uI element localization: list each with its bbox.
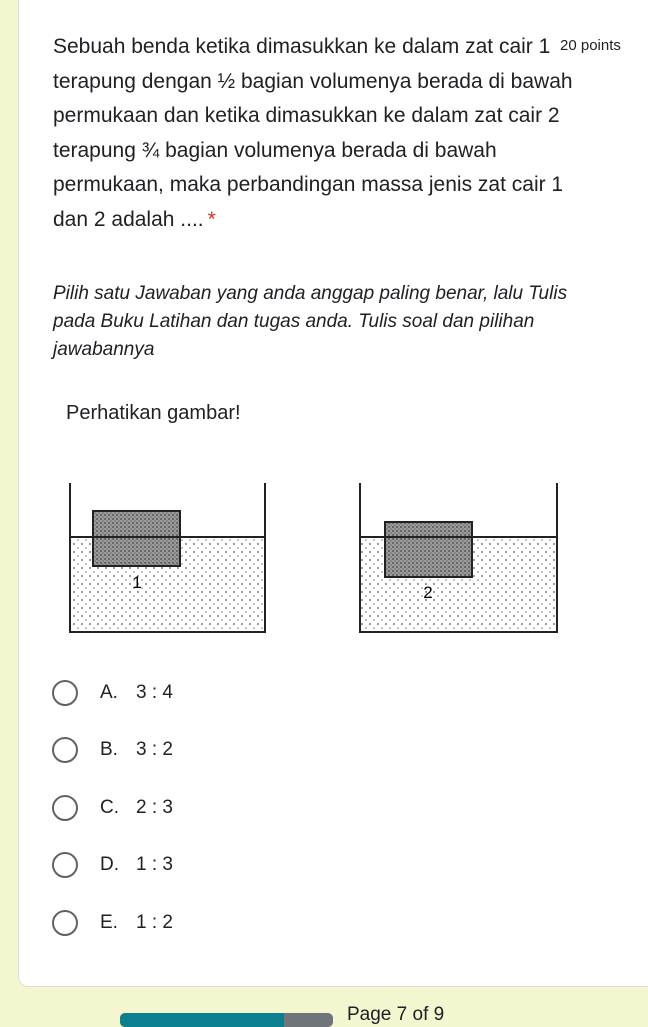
radio-button[interactable] — [52, 795, 78, 821]
progress-bar — [120, 1013, 333, 1027]
radio-button[interactable] — [52, 852, 78, 878]
option-letter: D. — [100, 854, 119, 875]
option-e[interactable] — [52, 908, 173, 938]
progress-fill — [120, 1013, 284, 1027]
option-value: 1 : 2 — [136, 912, 173, 933]
beaker-1 — [70, 483, 265, 632]
radio-button[interactable] — [52, 737, 78, 763]
option-a[interactable] — [52, 678, 173, 708]
floating-block-2 — [385, 522, 472, 577]
beaker-2-label: 2 — [423, 583, 433, 602]
floating-block-1 — [93, 511, 180, 566]
option-value: 1 : 3 — [136, 854, 173, 875]
required-mark: * — [207, 207, 216, 231]
option-letter: A. — [100, 682, 118, 703]
radio-button[interactable] — [52, 680, 78, 706]
option-b[interactable] — [52, 735, 173, 765]
option-value: 3 : 2 — [136, 739, 173, 760]
radio-button[interactable] — [52, 910, 78, 936]
option-c[interactable] — [52, 793, 173, 823]
question-text: Sebuah benda ketika dimasukkan ke dalam zat cair 1 terapung dengan ½ bagian volumenya berada di bawah permukaan dan ketika dimasukkan ke dalam zat cair 2 terapung ¾ bagian volumenya berada di bawah permukaan, maka perbandingan massa jenis zat cair 1 dan 2 adalah .... * — [53, 35, 573, 231]
points-label: 20 points — [560, 37, 621, 54]
page-indicator: Page 7 of 9 — [347, 1004, 445, 1025]
beaker-2 — [360, 483, 557, 632]
option-value: 3 : 4 — [136, 682, 173, 703]
figure-hint: Perhatikan gambar! — [66, 402, 241, 424]
option-letter: B. — [100, 739, 118, 760]
option-d[interactable] — [52, 850, 173, 880]
beaker-1-label: 1 — [132, 573, 142, 592]
option-letter: C. — [100, 797, 119, 818]
buoyancy-figure — [0, 470, 648, 640]
option-letter: E. — [100, 912, 118, 933]
option-value: 2 : 3 — [136, 797, 173, 818]
question-description: Pilih satu Jawaban yang anda anggap paling benar, lalu Tulis pada Buku Latihan dan tugas anda. Tulis soal dan pilihan jawabannya — [53, 283, 568, 360]
